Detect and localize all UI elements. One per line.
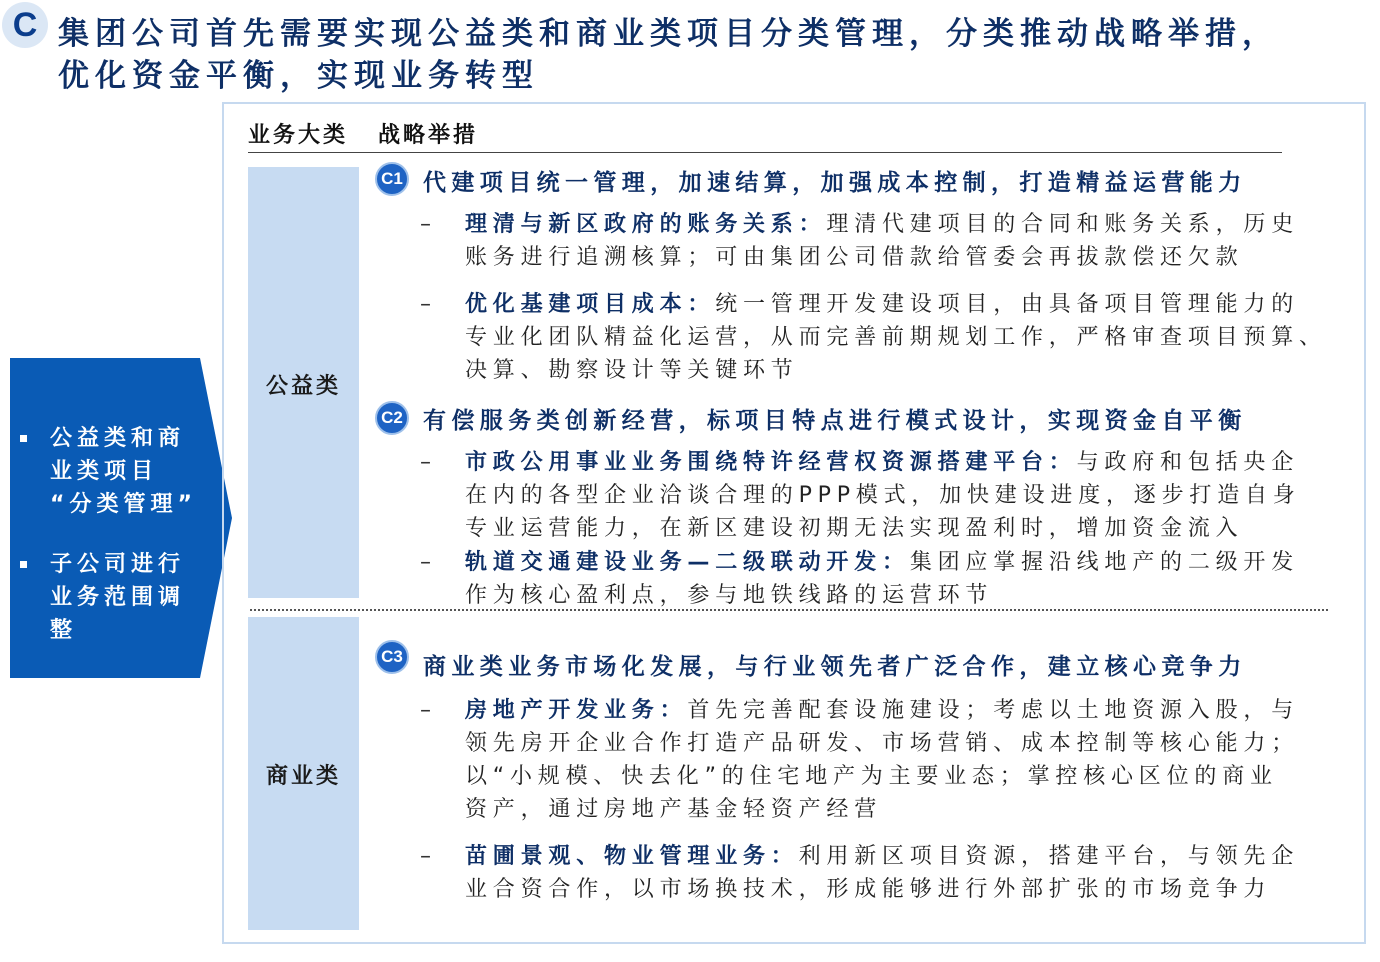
bullet-text: 理清代建项目的合同和账务关系，历史	[826, 212, 1300, 237]
bullet-text: 集团应掌握沿线地产的二级开发	[909, 550, 1300, 575]
bullet-text: 以“小规模、快去化”的住宅地产为主要业态；掌控核心区位的商业	[465, 764, 1278, 789]
bullet-item	[420, 208, 1299, 274]
section-c-badge: C	[2, 2, 48, 48]
section-heading: 有偿服务类创新经营，标项目特点进行模式设计，实现资金自平衡	[423, 408, 1247, 434]
bullet-item	[420, 446, 1301, 545]
bullet-item	[420, 546, 1299, 612]
section-heading: 代建项目统一管理，加速结算，加强成本控制，打造精益运营能力	[423, 170, 1247, 196]
bullet-text: 专业化团队精益化运营，从而完善前期规划工作，严格审查项目预算、	[465, 325, 1327, 350]
summary-line: “分类管理”	[50, 492, 197, 517]
summary-line: 业务范围调	[50, 585, 186, 610]
bullet-label: 轨道交通建设业务—二级联动开发：	[465, 550, 910, 575]
bullet-label: 房地产开发业务：	[465, 698, 688, 723]
bullet-text: 利用新区项目资源，搭建平台，与领先企	[798, 844, 1300, 869]
bullet-text: 决算、勘察设计等关键环节	[465, 358, 799, 383]
bullet-square-icon	[20, 561, 27, 568]
bullet-item	[420, 288, 1327, 387]
dash-icon: –	[420, 844, 437, 869]
section-heading: 商业类业务市场化发展，与行业领先者广泛合作，建立核心竞争力	[423, 654, 1247, 680]
bullet-label: 理清与新区政府的账务关系：	[465, 212, 827, 237]
dash-icon: –	[420, 698, 437, 723]
c1-icon: C1	[375, 162, 409, 196]
category-commercial	[248, 617, 359, 930]
page-title-line-2: 优化资金平衡，实现业务转型	[58, 58, 539, 94]
summary-item-subsidiary-scope	[20, 548, 185, 647]
summary-item-classification	[20, 422, 197, 521]
bullet-text: 作为核心盈利点，参与地铁线路的运营环节	[465, 583, 994, 608]
header-category: 业务大类	[248, 123, 349, 148]
header-measures: 战略举措	[378, 123, 479, 148]
bullet-label: 优化基建项目成本：	[465, 292, 716, 317]
bullet-text: 资产，通过房地产基金轻资产经营	[465, 797, 883, 822]
header-rule	[248, 152, 1282, 153]
bullet-text: 领先房开企业合作打造产品研发、市场营销、成本控制等核心能力；	[465, 731, 1300, 756]
dash-icon: –	[420, 212, 437, 237]
bullet-item	[420, 840, 1299, 906]
category-public-welfare	[248, 167, 359, 598]
bullet-text: 专业运营能力，在新区建设初期无法实现盈利时，增加资金流入	[465, 516, 1244, 541]
bullet-text: 统一管理开发建设项目，由具备项目管理能力的	[715, 292, 1300, 317]
category-label: 商业类	[265, 764, 341, 789]
summary-line: 业类项目	[50, 459, 159, 484]
bullet-text: 首先完善配套设施建设；考虑以土地资源入股，与	[687, 698, 1300, 723]
c3-icon: C3	[375, 640, 409, 674]
dash-icon: –	[420, 550, 437, 575]
bullet-item	[420, 694, 1299, 826]
bullet-text: 与政府和包括央企	[1076, 450, 1300, 475]
bullet-label: 苗圃景观、物业管理业务：	[465, 844, 799, 869]
bullet-square-icon	[20, 435, 27, 442]
bullet-text: 业合资合作，以市场换技术，形成能够进行外部扩张的市场竞争力	[465, 877, 1272, 902]
dash-icon: –	[420, 450, 437, 475]
bullet-text: 在内的各型企业洽谈合理的PPP模式，加快建设进度，逐步打造自身	[465, 483, 1301, 508]
page-title-line-1: 集团公司首先需要实现公益类和商业类项目分类管理，分类推动战略举措，	[58, 16, 1279, 52]
summary-line: 子公司进行	[50, 552, 186, 577]
summary-line: 整	[50, 618, 78, 643]
summary-line: 公益类和商	[50, 426, 186, 451]
bullet-label: 市政公用事业业务围绕特许经营权资源搭建平台：	[465, 450, 1077, 475]
category-label: 公益类	[265, 374, 341, 399]
c2-icon: C2	[375, 401, 409, 435]
dash-icon: –	[420, 292, 437, 317]
bullet-text: 账务进行追溯核算；可由集团公司借款给管委会再拔款偿还欠款	[465, 245, 1244, 270]
